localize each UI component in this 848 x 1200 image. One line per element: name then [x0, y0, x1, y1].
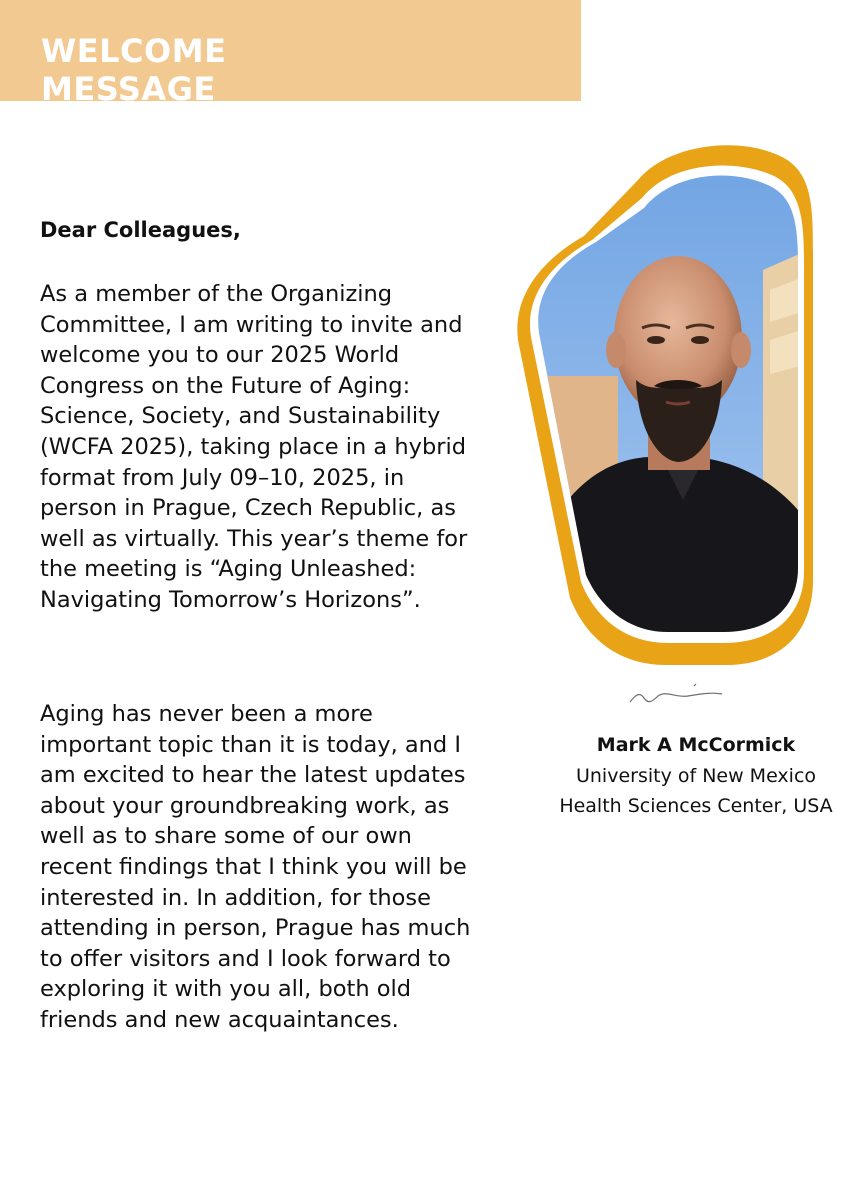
signatory-affiliation: University of New Mexico Health Sciences Center, USA: [559, 765, 833, 817]
page-title: WELCOME MESSAGE: [41, 32, 227, 101]
signature: [626, 680, 726, 710]
letter-paragraph-2: Aging has never been a more important topic than it is today, and I am excited to hear the latest updates about your groundbreaking work, as well as to share some of our own recent findings that I think you will be interested in. In addition, for those attending in person, Prague has much to offer visitors and I look forward to exploring it with you all, both old friends and new acquaintances.: [40, 701, 471, 1033]
header-band: [0, 0, 581, 101]
letter-paragraph-1: As a member of the Organizing Committee, I am writing to invite and welcome you to our 2025 World Congress on the Future of Aging: Science, Society, and Sustainability (WCFA 2025), taking place in a hybrid format from July 09–10, 2025, in person in Prague, Czech Republic, as well as virtually. This year’s theme for the meeting is “Aging Unleashed: Navigating Tomorrow’s Horizons”.: [40, 281, 468, 613]
signatory-name: Mark A McCormick: [596, 734, 796, 756]
portrait-photo: [508, 140, 814, 668]
letter-greeting: Dear Colleagues,: [40, 218, 241, 242]
